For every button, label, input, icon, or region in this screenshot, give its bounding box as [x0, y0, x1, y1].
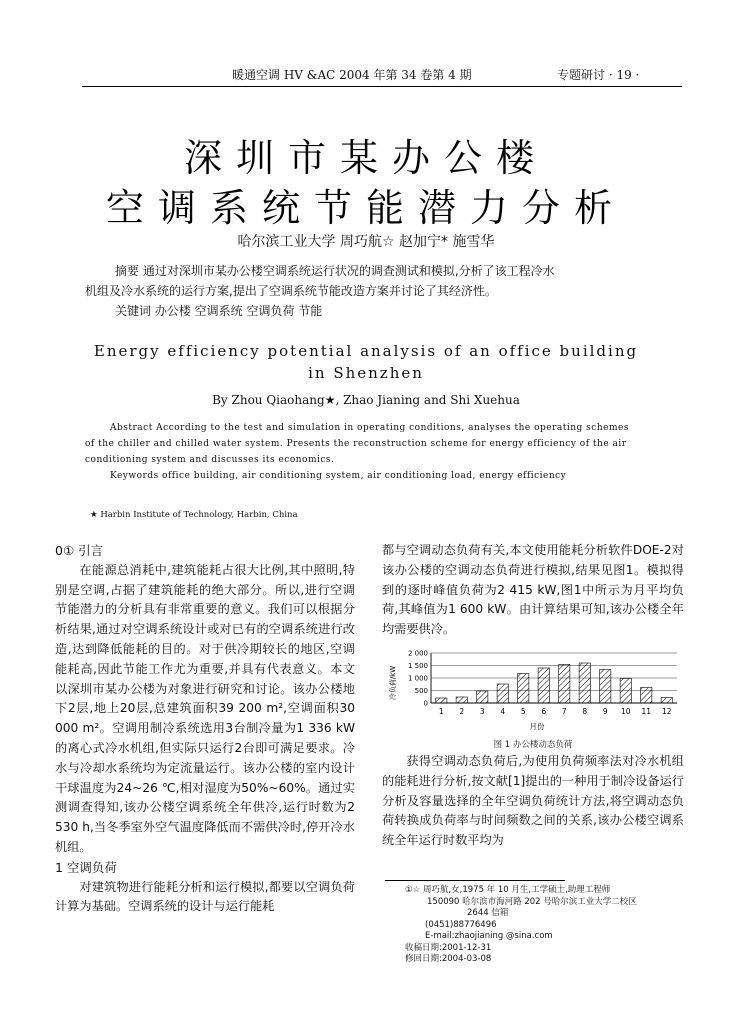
frequency-paragraph: 获得空调动态负荷后,为使用负荷频率法对冷水机组的能耗进行分析,按文献[1]提出的一种用于制冷设备运行分析及容量选择的全年空调负荷统计方法,将空调动态负荷转换成负荷率与时间频数之间的关系,该办公楼空调系统全年运行时数平均为: [382, 754, 684, 848]
authors: 哈尔滨工业大学 周巧航☆ 赵加宁* 施雪华: [237, 234, 495, 250]
keywords-zh: 关键词 办公楼 空调系统 空调负荷 节能: [115, 304, 323, 318]
abstract-en: [85, 420, 650, 484]
intro-paragraph: 在能源总消耗中,建筑能耗占很大比例,其中照明,特别是空调,占据了建筑能耗的绝大部分。所以,进行空调节能潜力的分析具有非常重要的意义。我们可以根据分析结果,通过对空调系统设计或对已有的空调系统进行改造,达到降低能耗的目的。对于供冷期较长的地区,空调能耗高,因此节能工作尤为重要,并具有代表意义。本文以深圳市某办公楼为对象进行研究和讨论。该办公楼地下2层,地上20层,总建筑面积39 200 m²,空调面积30 000 m²。空调用制冷系统选用3台制冷量为1 336 kW的离心式冷水机组,但实际只运行2台即可满足要求。冷水与冷却水系统均为定流量运行。该办公楼的室内设计干球温度为24~26 ℃,相对湿度为50%~60%。通过实测调查得知,该办公楼空调系统全年供冷,运行时数为2 530 h,当冬季室外空气温度降低而不需供冷时,停开冷水机组。: [55, 562, 355, 854]
abstract-en-line-1: Abstract According to the test and simulation in operating conditions, analyses the operating schemes: [110, 423, 629, 433]
figure-caption: 图 1 办公楼动态负荷: [493, 740, 573, 750]
bar-month-12: [661, 698, 672, 704]
figure-1: [385, 645, 685, 740]
y-tick-label: 0: [423, 699, 428, 708]
affiliation: ★ Harbin Institute of Technology, Harbin, China: [90, 510, 298, 520]
x-tick-label: 11: [641, 707, 652, 716]
footnote-line-2: 150090 哈尔滨市海河路 202 号哈尔滨工业大学二校区: [427, 896, 637, 907]
bar-month-2: [456, 697, 467, 703]
x-tick-label: 8: [582, 707, 588, 716]
x-tick-label: 12: [661, 707, 672, 716]
abstract-zh: [85, 261, 645, 321]
footnote-line-1: ①☆ 周巧航,女,1975 年 10 月生,工学硕士,助理工程师: [405, 885, 611, 895]
y-axis-label: 冷负荷/kW: [389, 665, 397, 701]
x-tick-label: 10: [620, 707, 631, 716]
x-axis-label: 月份: [529, 722, 545, 731]
author-en: By Zhou Qiaohang★, Zhao Jianing and Shi Xuehua: [212, 393, 520, 407]
right-column-bottom: [382, 752, 684, 851]
y-tick-label: 500: [414, 687, 428, 695]
keywords-en: Keywords office building, air conditioning system, air conditioning load, energy efficiency: [110, 471, 567, 481]
load-paragraph: 对建筑物进行能耗分析和运行模拟,都要以空调负荷计算为基础。空调系统的设计与运行能耗: [55, 879, 355, 914]
y-tick-label: 1 000: [407, 674, 428, 683]
footnote-line-7: 修回日期:2004-03-08: [405, 954, 492, 964]
x-tick-label: 7: [561, 707, 567, 716]
footnote: [405, 885, 685, 966]
bar-month-7: [559, 665, 570, 704]
title-line-1: 深圳市某办公楼: [183, 136, 548, 180]
section-page: 专题研讨 · 19 ·: [557, 68, 640, 82]
section-1-heading: 1 空调负荷: [55, 859, 117, 875]
x-tick-label: 9: [602, 707, 608, 716]
y-tick-label: 2 000: [407, 649, 428, 658]
load-continued-paragraph: 都与空调动态负荷有关,本文使用能耗分析软件DOE-2对该办公楼的空调动态负荷进行模拟,结果见图1。模拟得到的逐时峰值负荷为2 415 kW,图1中所示为月平均负荷,其峰值为1 600 kW。由计算结果可知,该办公楼全年均需要供冷。: [382, 543, 684, 637]
bar-month-4: [497, 684, 508, 703]
section-0-heading: 0① 引言: [55, 543, 104, 558]
title-en: [0, 340, 732, 384]
title-en-line-1: Energy efficiency potential analysis of an office building: [93, 342, 639, 360]
abstract-zh-line-1: 摘要 通过对深圳市某办公楼空调系统运行状况的调查测试和模拟,分析了该工程冷水: [115, 264, 555, 278]
abstract-en-line-2: of the chiller and chilled water system. Presents the reconstruction scheme for energy efficiency of the air: [85, 439, 627, 449]
right-column-top: [382, 541, 684, 640]
title-line-2: 空调系统节能潜力分析: [105, 186, 626, 230]
header-rule: [82, 86, 682, 87]
x-tick-label: 1: [438, 707, 444, 716]
footnote-line-5: E-mail:zhaojianing @sina.com: [425, 931, 553, 941]
bar-month-9: [600, 670, 611, 704]
x-tick-label: 6: [541, 707, 547, 716]
title-en-line-2: in Shenzhen: [308, 364, 424, 382]
abstract-zh-line-2: 机组及冷水系统的运行方案,提出了空调系统节能改造方案并讨论了其经济性。: [85, 284, 497, 298]
bar-month-10: [620, 679, 631, 704]
x-tick-label: 5: [520, 707, 526, 716]
bar-month-11: [641, 688, 652, 704]
running-header: [82, 62, 682, 84]
bar-month-5: [518, 674, 529, 704]
y-tick-label: 1 500: [407, 662, 428, 670]
bar-month-6: [538, 668, 549, 703]
load-bar-chart: [385, 645, 685, 740]
left-column: [55, 541, 355, 917]
bar-month-1: [436, 698, 447, 703]
bar-month-3: [477, 691, 488, 703]
footnote-line-6: 收稿日期:2001-12-31: [405, 942, 492, 953]
footnote-rule: [385, 880, 565, 881]
footnote-line-3: 2644 信箱: [467, 908, 509, 918]
journal-info: 暖通空调 HV &AC 2004 年第 34 卷第 4 期: [232, 68, 472, 82]
x-tick-label: 4: [500, 707, 506, 716]
abstract-en-line-3: conditioning system and discusses its economics.: [85, 455, 335, 465]
x-tick-label: 2: [459, 707, 465, 716]
bar-month-8: [579, 663, 590, 703]
x-tick-label: 3: [479, 707, 485, 716]
footnote-line-4: (0451)88776496: [425, 919, 497, 930]
